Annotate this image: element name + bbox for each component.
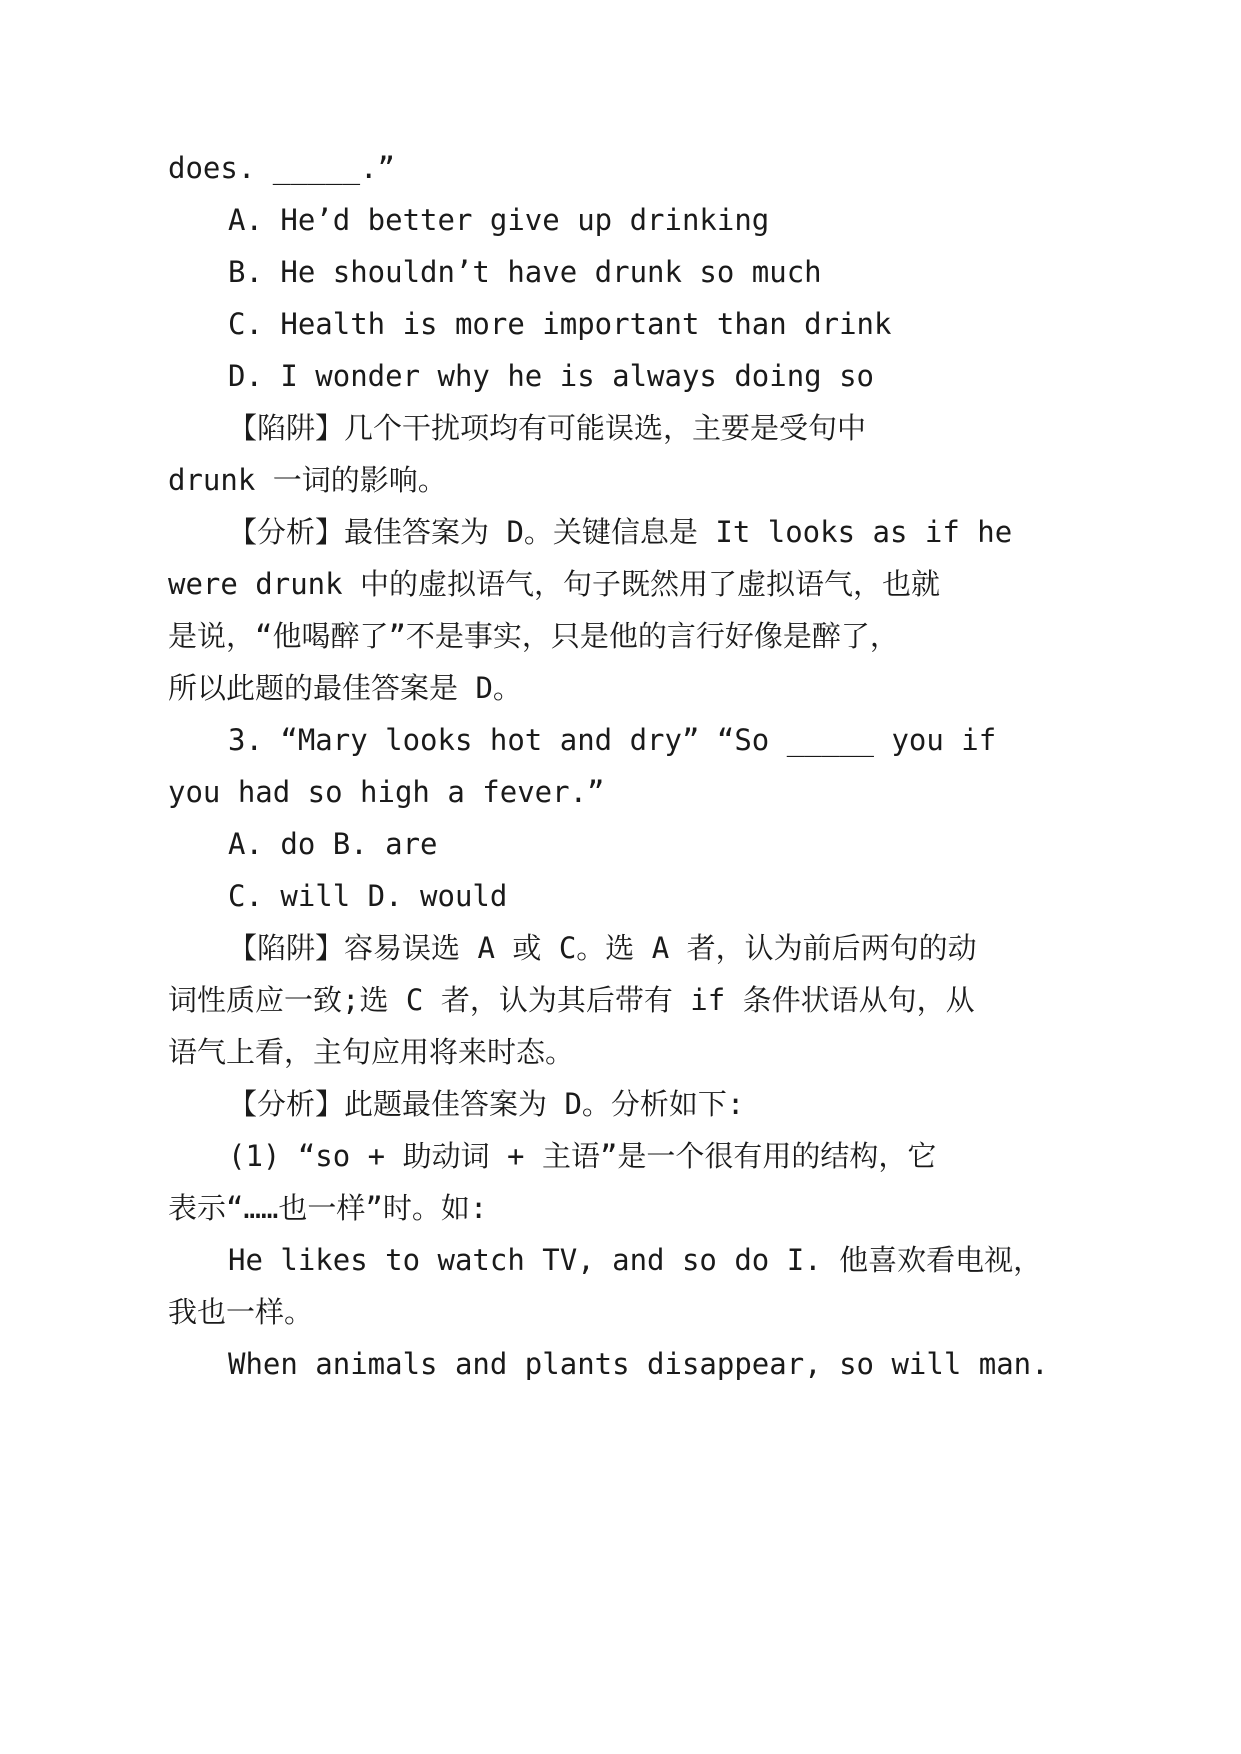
analysis-line-2: were drunk 中的虚拟语气，句子既然用了虚拟语气，也就: [168, 567, 941, 601]
analysis-2-point-1: (1) “so + 助动词 + 主语”是一个很有用的结构，它: [228, 1139, 937, 1173]
example-1: He likes to watch TV, and so do I. 他喜欢看电视，: [228, 1243, 1043, 1277]
analysis-2-point-1-cont: 表示“……也一样”时。如:: [168, 1191, 488, 1225]
trap-note-2-line-1: 【陷阱】容易误选 A 或 C。选 A 者，认为前后两句的动: [228, 931, 977, 965]
question-3-line-1: 3. “Mary looks hot and dry” “So _____ you if: [228, 723, 997, 757]
option-a: A. He’d better give up drinking: [228, 203, 770, 237]
analysis-2-heading: 【分析】此题最佳答案为 D。分析如下:: [228, 1087, 745, 1121]
trap-note-2-line-3: 语气上看，主句应用将来时态。: [168, 1035, 575, 1069]
trap-note-line-1: 【陷阱】几个干扰项均有可能误选，主要是受句中: [228, 411, 867, 445]
analysis-line-3: 是说，“他喝醉了”不是事实，只是他的言行好像是醉了，: [168, 619, 899, 653]
options-c-d: C. will D. would: [228, 879, 508, 913]
trap-note-2-line-2: 词性质应一致;选 C 者，认为其后带有 if 条件状语从句，从: [168, 983, 975, 1017]
analysis-line-1: 【分析】最佳答案为 D。关键信息是 It looks as if he: [228, 515, 1013, 549]
example-2: When animals and plants disappear, so will man.: [228, 1347, 1049, 1381]
option-b: B. He shouldn’t have drunk so much: [228, 255, 822, 289]
example-1-cont: 我也一样。: [168, 1295, 314, 1329]
options-a-b: A. do B. are: [228, 827, 438, 861]
question-3-line-2: you had so high a fever.”: [168, 775, 605, 809]
option-d: D. I wonder why he is always doing so: [228, 359, 875, 393]
option-c: C. Health is more important than drink: [228, 307, 892, 341]
question-continuation: does. _____.”: [168, 151, 395, 185]
analysis-line-4: 所以此题的最佳答案是 D。: [168, 671, 522, 705]
trap-note-line-2: drunk 一词的影响。: [168, 463, 447, 497]
